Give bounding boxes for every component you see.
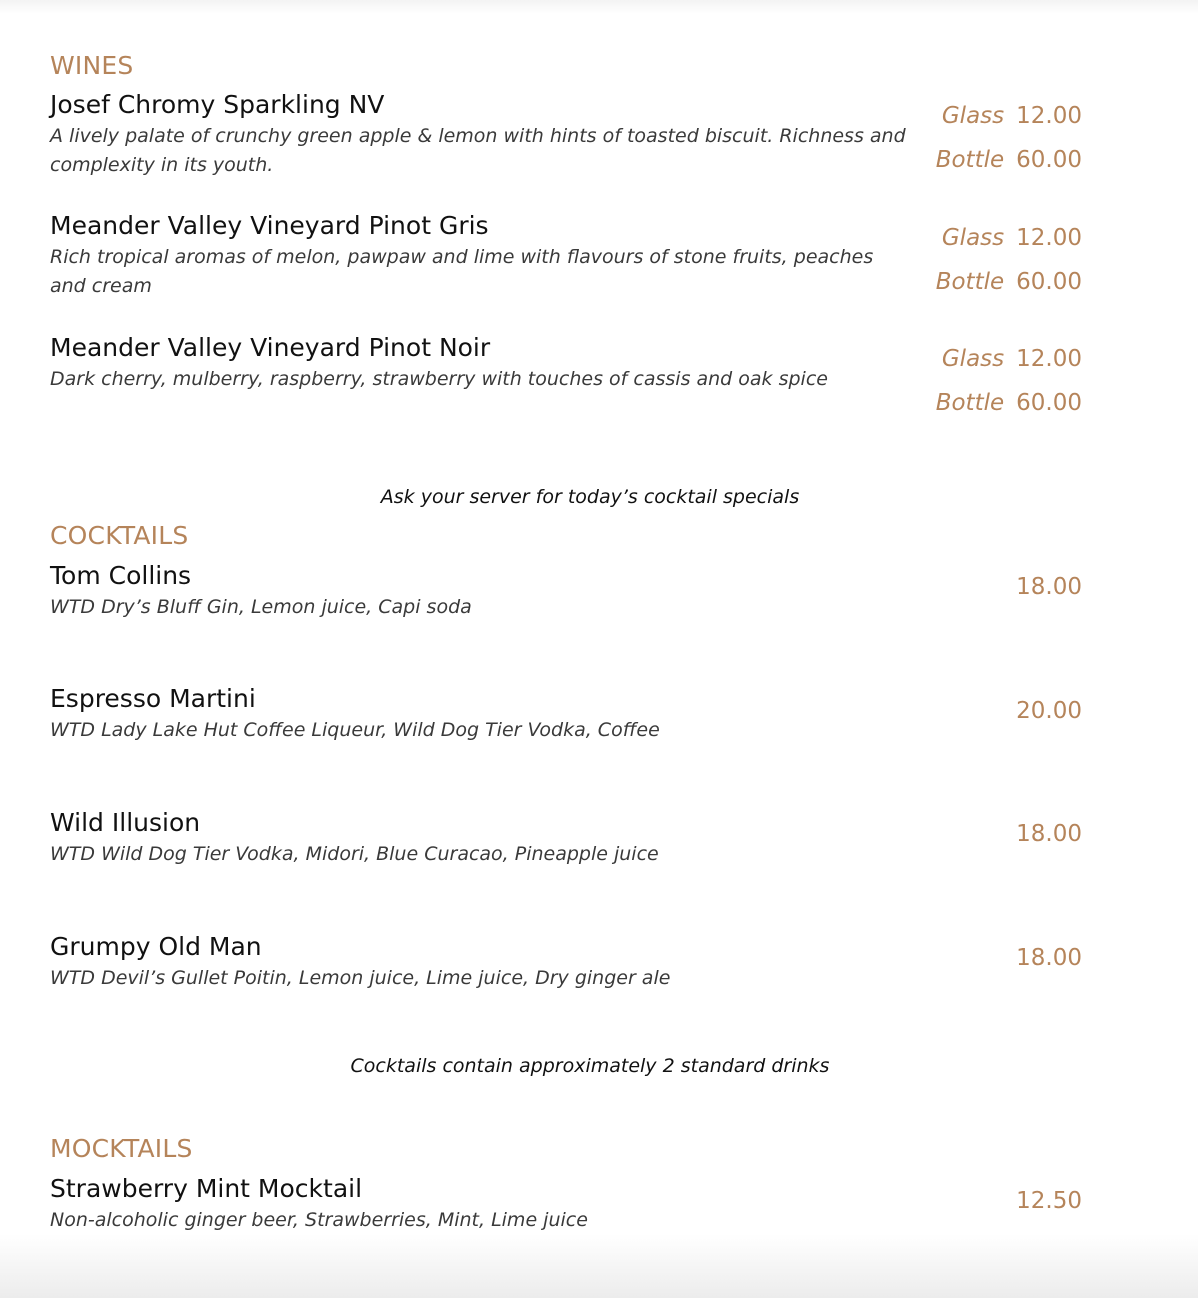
cocktails-heading: COCKTAILS bbox=[50, 521, 189, 550]
cocktail-description: WTD Lady Lake Hut Coffee Liqueur, Wild Dog Tier Vodka, Coffee bbox=[50, 719, 660, 741]
cocktail-description: WTD Devil’s Gullet Poitin, Lemon juice, Lime juice, Dry ginger ale bbox=[50, 967, 671, 989]
bottle-price-row bbox=[936, 146, 1082, 174]
cocktail-item-grumpy-old-man bbox=[50, 932, 1150, 993]
top-edge-shadow bbox=[0, 0, 1198, 14]
wines-heading: WINES bbox=[50, 51, 134, 80]
mocktail-item-strawberry-mint bbox=[50, 1174, 1150, 1235]
bottle-label: Bottle bbox=[935, 147, 1005, 173]
bottle-price: 60.00 bbox=[1016, 390, 1082, 416]
wine-prices bbox=[936, 345, 1082, 417]
wine-description: Rich tropical aromas of melon, pawpaw and lime with flavours of stone fruits, peaches and cream bbox=[50, 246, 874, 297]
wine-item-pinot-noir bbox=[50, 333, 1150, 416]
cocktail-name: Tom Collins bbox=[50, 561, 192, 590]
glass-label: Glass bbox=[941, 225, 1005, 251]
bottle-price: 60.00 bbox=[1016, 147, 1082, 173]
wine-item-pinot-gris bbox=[50, 211, 1150, 301]
cocktail-item-tom-collins bbox=[50, 561, 1150, 622]
wine-name: Meander Valley Vineyard Pinot Gris bbox=[50, 211, 489, 240]
cocktail-description: WTD Wild Dog Tier Vodka, Midori, Blue Curacao, Pineapple juice bbox=[50, 843, 659, 865]
bottle-label: Bottle bbox=[935, 390, 1005, 416]
glass-price-row bbox=[936, 224, 1082, 252]
cocktail-price: 18.00 bbox=[1016, 821, 1082, 847]
mocktail-description: Non-alcoholic ginger beer, Strawberries, Mint, Lime juice bbox=[50, 1209, 588, 1231]
cocktail-price: 18.00 bbox=[1016, 574, 1082, 600]
glass-price-row bbox=[936, 102, 1082, 130]
cocktail-name: Wild Illusion bbox=[50, 808, 201, 837]
cocktail-price: 18.00 bbox=[1016, 945, 1082, 971]
glass-price-row bbox=[936, 345, 1082, 373]
glass-price: 12.00 bbox=[1016, 346, 1082, 372]
cocktail-name: Grumpy Old Man bbox=[50, 932, 262, 961]
glass-label: Glass bbox=[941, 346, 1005, 372]
mocktail-price: 12.50 bbox=[1016, 1188, 1082, 1214]
wine-prices bbox=[936, 224, 1082, 296]
wine-description: Dark cherry, mulberry, raspberry, strawberry with touches of cassis and oak spice bbox=[50, 368, 828, 390]
wine-name: Meander Valley Vineyard Pinot Noir bbox=[50, 333, 491, 362]
wine-description: A lively palate of crunchy green apple & lemon with hints of toasted biscuit. Richness and complexity in its youth. bbox=[50, 125, 906, 176]
cocktail-specials-note: Ask your server for today’s cocktail specials bbox=[380, 486, 800, 508]
wine-name: Josef Chromy Sparkling NV bbox=[50, 90, 385, 119]
wine-item-josef-chromy bbox=[50, 90, 1150, 180]
cocktail-name: Espresso Martini bbox=[50, 684, 256, 713]
glass-price: 12.00 bbox=[1016, 103, 1082, 129]
cocktail-price: 20.00 bbox=[1016, 698, 1082, 724]
mocktails-heading: MOCKTAILS bbox=[50, 1134, 193, 1163]
wine-prices bbox=[936, 102, 1082, 174]
mocktail-name: Strawberry Mint Mocktail bbox=[50, 1174, 363, 1203]
cocktail-item-wild-illusion bbox=[50, 808, 1150, 869]
bottle-price-row bbox=[936, 268, 1082, 296]
standard-drinks-note: Cocktails contain approximately 2 standard drinks bbox=[350, 1055, 830, 1077]
cocktail-item-espresso-martini bbox=[50, 684, 1150, 745]
glass-label: Glass bbox=[941, 103, 1005, 129]
bottle-price-row bbox=[936, 389, 1082, 417]
glass-price: 12.00 bbox=[1016, 225, 1082, 251]
bottle-price: 60.00 bbox=[1016, 269, 1082, 295]
cocktail-description: WTD Dry’s Bluff Gin, Lemon juice, Capi soda bbox=[50, 596, 472, 618]
bottle-label: Bottle bbox=[935, 269, 1005, 295]
bottom-edge-shadow bbox=[0, 1234, 1198, 1298]
